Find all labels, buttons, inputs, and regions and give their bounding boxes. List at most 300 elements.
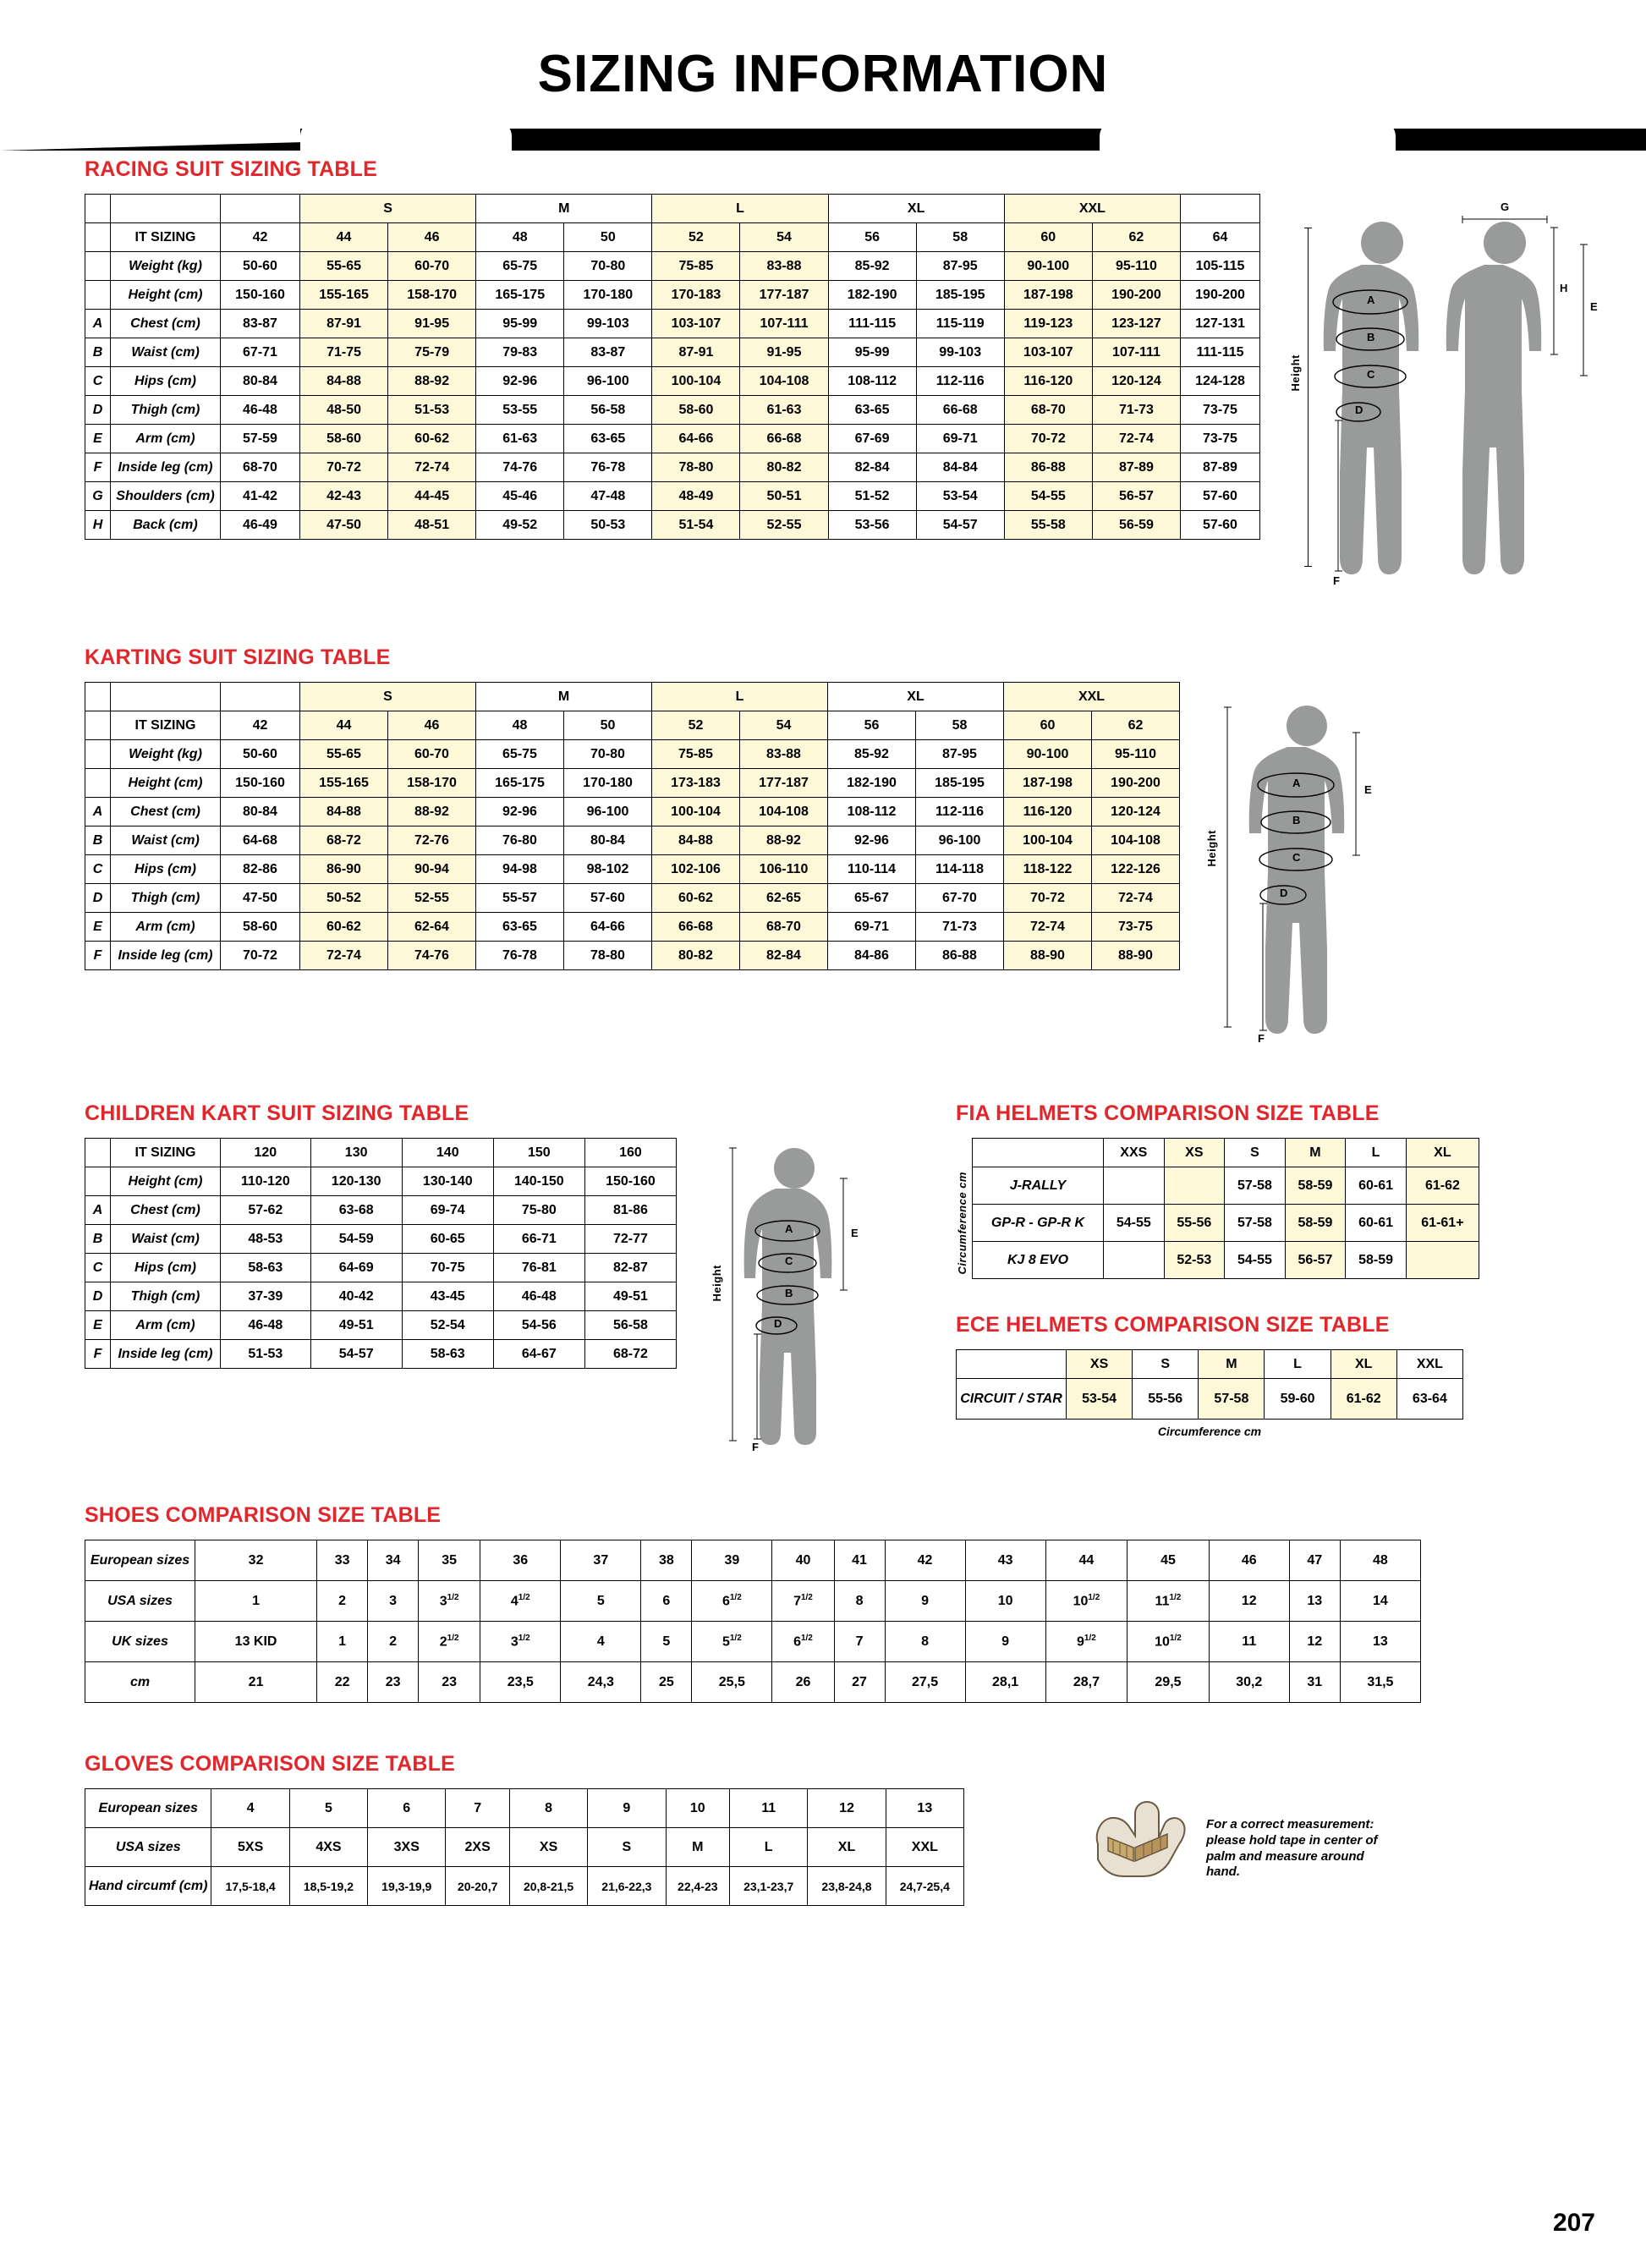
it-sizing-label: IT SIZING — [111, 711, 221, 740]
cell: 43-45 — [402, 1282, 493, 1311]
col-XS: XS — [1067, 1350, 1133, 1379]
cell: 41 — [834, 1540, 885, 1581]
cell: 54-57 — [310, 1340, 402, 1369]
row-name: Hips (cm) — [111, 1254, 221, 1282]
cell: 76-80 — [476, 826, 564, 855]
cell: 63-65 — [564, 425, 652, 453]
table-row — [973, 1242, 1479, 1279]
cell: 74-76 — [476, 453, 564, 482]
figure-label-E: E — [1590, 300, 1598, 313]
cell: 58-63 — [402, 1340, 493, 1369]
cell: 73-75 — [1181, 396, 1260, 425]
cell: 81-86 — [584, 1196, 676, 1225]
cell: 118-122 — [1004, 855, 1092, 884]
cell: 70-72 — [1004, 425, 1092, 453]
cell: L — [730, 1828, 808, 1867]
children-size-row — [85, 1139, 677, 1167]
cell: 71-73 — [1092, 396, 1180, 425]
cell: 7 — [446, 1789, 510, 1828]
size-48: 48 — [476, 711, 564, 740]
figure-label-D: D — [774, 1317, 782, 1330]
cell: 84-88 — [300, 367, 388, 396]
cell: 47-50 — [221, 884, 300, 913]
group-XXL: XXL — [1004, 683, 1180, 711]
cell: 110-114 — [828, 855, 916, 884]
cell: 43 — [965, 1540, 1045, 1581]
cell: $10^{1/2}$ — [1128, 1622, 1210, 1662]
size-44: 44 — [300, 223, 388, 252]
figure-label-C: C — [1292, 851, 1301, 864]
cell: 52-55 — [388, 884, 476, 913]
cell: $3^{1/2}$ — [419, 1581, 480, 1622]
cell: 58-59 — [1285, 1205, 1346, 1242]
cell: 108-112 — [828, 798, 916, 826]
row-name-cm: cm — [85, 1662, 195, 1703]
row-letter: F — [85, 1340, 111, 1369]
gloves-table — [85, 1788, 964, 1906]
ece-helmets-title: ECE HELMETS COMPARISON SIZE TABLE — [956, 1313, 1390, 1337]
size-130: 130 — [310, 1139, 402, 1167]
cell: 49-52 — [476, 511, 564, 540]
cell: 48-49 — [652, 482, 740, 511]
cell: 45 — [1128, 1540, 1210, 1581]
cell: 46 — [1209, 1540, 1289, 1581]
cell: 61-62 — [1331, 1379, 1396, 1420]
row-letter: H — [85, 511, 111, 540]
cell — [1104, 1167, 1165, 1205]
cell: 51-53 — [221, 1340, 311, 1369]
header-notch-right — [1100, 121, 1396, 151]
cell: $11^{1/2}$ — [1128, 1581, 1210, 1622]
fia-helmets-table — [972, 1138, 1479, 1279]
cell: 98-102 — [564, 855, 652, 884]
cell: 88-92 — [388, 367, 476, 396]
size-150: 150 — [493, 1139, 584, 1167]
cell: XL — [808, 1828, 886, 1867]
cell: 190-200 — [1092, 281, 1180, 310]
cell: 39 — [692, 1540, 772, 1581]
cell: 47 — [1289, 1540, 1340, 1581]
row-name-usa: USA sizes — [85, 1581, 195, 1622]
helmets-column — [956, 1101, 1548, 1438]
cell: 187-198 — [1004, 769, 1092, 798]
cell: 64-66 — [564, 913, 652, 942]
cell: 2 — [317, 1581, 368, 1622]
cell: 70-72 — [300, 453, 388, 482]
row-letter: G — [85, 482, 111, 511]
table-row — [85, 769, 1180, 798]
size-54: 54 — [740, 711, 828, 740]
row-name: J-RALLY — [973, 1167, 1104, 1205]
cell: 37-39 — [221, 1282, 311, 1311]
shoes-table — [85, 1540, 1421, 1703]
page-title: SIZING INFORMATION — [537, 45, 1109, 103]
cell: 60-62 — [652, 884, 740, 913]
cell: 44 — [1045, 1540, 1128, 1581]
cell: 87-91 — [300, 310, 388, 338]
cell: 96-100 — [916, 826, 1004, 855]
cell: 190-200 — [1181, 281, 1260, 310]
cell: S — [588, 1828, 666, 1867]
cell: 87-95 — [916, 252, 1004, 281]
table-row — [85, 281, 1260, 310]
cell: 19,3-19,9 — [368, 1867, 446, 1906]
size-48: 48 — [476, 223, 564, 252]
cell: 13 — [1289, 1581, 1340, 1622]
cell: 52-54 — [402, 1311, 493, 1340]
table-row — [85, 1196, 677, 1225]
cell: 40 — [772, 1540, 834, 1581]
cell: 94-98 — [476, 855, 564, 884]
size-62: 62 — [1092, 223, 1180, 252]
racing-suit-section — [85, 157, 1646, 587]
cell: 3XS — [368, 1828, 446, 1867]
cell: 66-68 — [652, 913, 740, 942]
size-50: 50 — [564, 223, 652, 252]
cell: 100-104 — [652, 798, 740, 826]
cell: 9 — [885, 1581, 965, 1622]
row-name-hand: Hand circumf (cm) — [85, 1867, 211, 1906]
row-letter — [85, 740, 111, 769]
table-row — [85, 1828, 964, 1867]
cell: $6^{1/2}$ — [772, 1622, 834, 1662]
cell: 99-103 — [916, 338, 1004, 367]
cell: 47-50 — [300, 511, 388, 540]
cell: 96-100 — [564, 798, 652, 826]
children-kart-table — [85, 1138, 677, 1369]
cell: 83-88 — [740, 740, 828, 769]
cell: 70-75 — [402, 1254, 493, 1282]
figure-label-A: A — [1367, 294, 1375, 306]
gloves-title: GLOVES COMPARISON SIZE TABLE — [85, 1752, 456, 1776]
row-name: Arm (cm) — [111, 1311, 221, 1340]
cell: 27 — [834, 1662, 885, 1703]
cell: 2XS — [446, 1828, 510, 1867]
size-58: 58 — [916, 223, 1004, 252]
cell: 48-51 — [388, 511, 476, 540]
mannequin-front-and-side — [1289, 194, 1627, 583]
cell: 63-64 — [1396, 1379, 1462, 1420]
row-name: Chest (cm) — [111, 798, 221, 826]
cell: 3 — [368, 1581, 419, 1622]
cell: 60-62 — [300, 913, 388, 942]
cell: 120-124 — [1092, 798, 1180, 826]
cell: 70-80 — [564, 252, 652, 281]
cell: 44-45 — [388, 482, 476, 511]
group-XL: XL — [828, 683, 1004, 711]
size-140: 140 — [402, 1139, 493, 1167]
cell: 58-60 — [221, 913, 300, 942]
cell: 79-83 — [476, 338, 564, 367]
row-name: Thigh (cm) — [111, 396, 221, 425]
cell: 50-53 — [564, 511, 652, 540]
row-name: Inside leg (cm) — [111, 453, 221, 482]
group-XXL: XXL — [1004, 195, 1180, 223]
cell: 18,5-19,2 — [289, 1867, 367, 1906]
cell: 82-87 — [584, 1254, 676, 1282]
cell: 54-55 — [1004, 482, 1092, 511]
cell: 95-110 — [1092, 252, 1180, 281]
cell: 70-80 — [564, 740, 652, 769]
table-row — [85, 1340, 677, 1369]
cell: 41-42 — [221, 482, 300, 511]
cell: 110-120 — [221, 1167, 311, 1196]
cell: 85-92 — [828, 252, 916, 281]
cell: 59-60 — [1265, 1379, 1331, 1420]
cell: 8 — [885, 1622, 965, 1662]
cell: 11 — [730, 1789, 808, 1828]
cell: 57-58 — [1225, 1205, 1286, 1242]
cell: 187-198 — [1004, 281, 1092, 310]
cell: 99-103 — [564, 310, 652, 338]
cell: 53-55 — [476, 396, 564, 425]
figure-label-B: B — [1367, 331, 1375, 343]
cell — [1406, 1242, 1479, 1279]
cell: 90-94 — [388, 855, 476, 884]
row-letter: C — [85, 1254, 111, 1282]
cell: 23 — [419, 1662, 480, 1703]
hand-with-tape-icon — [1083, 1788, 1193, 1894]
size-56: 56 — [828, 223, 916, 252]
table-row — [85, 798, 1180, 826]
cell: 49-51 — [584, 1282, 676, 1311]
figure-label-A: A — [785, 1222, 793, 1235]
cell: 35 — [419, 1540, 480, 1581]
cell: 80-82 — [740, 453, 828, 482]
cell: 104-108 — [740, 367, 828, 396]
cell: 23,5 — [480, 1662, 561, 1703]
size-60: 60 — [1004, 711, 1092, 740]
row-letter: B — [85, 826, 111, 855]
col-XS: XS — [1164, 1139, 1225, 1167]
height-axis-label-children: Height — [711, 1265, 723, 1302]
cell: 104-108 — [1092, 826, 1180, 855]
col-M: M — [1199, 1350, 1265, 1379]
fia-header-row — [973, 1139, 1479, 1167]
it-sizing-label: IT SIZING — [111, 223, 221, 252]
cell: 13 — [1340, 1622, 1420, 1662]
table-row — [973, 1205, 1479, 1242]
cell: 38 — [641, 1540, 692, 1581]
row-name: Height (cm) — [111, 769, 221, 798]
height-axis-label-karting: Height — [1205, 830, 1218, 867]
cell: 50-51 — [740, 482, 828, 511]
row-letter: D — [85, 396, 111, 425]
cell: 47-48 — [564, 482, 652, 511]
karting-suit-figure — [1205, 682, 1484, 1045]
cell: 12 — [1289, 1622, 1340, 1662]
cell: 65-67 — [828, 884, 916, 913]
karting-suit-title: KARTING SUIT SIZING TABLE — [85, 645, 391, 669]
table-row — [85, 1540, 1421, 1581]
col-XL: XL — [1406, 1139, 1479, 1167]
cell: 68-70 — [221, 453, 300, 482]
table-row — [85, 740, 1180, 769]
cell: 64-68 — [221, 826, 300, 855]
cell: 48-53 — [221, 1225, 311, 1254]
racing-suit-figure — [1289, 194, 1627, 587]
cell: 72-74 — [1092, 884, 1180, 913]
cell: 72-76 — [388, 826, 476, 855]
table-row — [85, 367, 1260, 396]
cell: 53-54 — [1067, 1379, 1133, 1420]
cell: 55-56 — [1133, 1379, 1199, 1420]
cell: 64-67 — [493, 1340, 584, 1369]
cell: 87-91 — [652, 338, 740, 367]
cell: 4 — [211, 1789, 289, 1828]
size-58: 58 — [916, 711, 1004, 740]
cell: 55-65 — [300, 252, 388, 281]
table-row — [85, 511, 1260, 540]
cell: 112-116 — [916, 798, 1004, 826]
cell: 54-57 — [916, 511, 1004, 540]
cell: 4XS — [289, 1828, 367, 1867]
cell: 26 — [772, 1662, 834, 1703]
cell: 75-85 — [652, 740, 740, 769]
cell: 34 — [368, 1540, 419, 1581]
cell: 170-183 — [652, 281, 740, 310]
table-row — [85, 1254, 677, 1282]
cell: 54-55 — [1225, 1242, 1286, 1279]
row-name: Waist (cm) — [111, 826, 221, 855]
cell: 122-126 — [1092, 855, 1180, 884]
table-row — [85, 396, 1260, 425]
cell: 88-92 — [740, 826, 828, 855]
mannequin-karting — [1205, 682, 1484, 1037]
cell: 21,6-22,3 — [588, 1867, 666, 1906]
cell: 42 — [885, 1540, 965, 1581]
cell: 75-85 — [652, 252, 740, 281]
cell: 63-65 — [476, 913, 564, 942]
figure-label-E: E — [851, 1227, 859, 1239]
cell: 20,8-21,5 — [509, 1867, 587, 1906]
figure-label-A: A — [1292, 777, 1301, 789]
cell: 106-110 — [740, 855, 828, 884]
row-name: Waist (cm) — [111, 338, 221, 367]
size-52: 52 — [652, 711, 740, 740]
cell: 60-65 — [402, 1225, 493, 1254]
cell: 177-187 — [740, 769, 828, 798]
cell: 111-115 — [828, 310, 916, 338]
row-letter: E — [85, 425, 111, 453]
cell: 123-127 — [1092, 310, 1180, 338]
cell: 9 — [588, 1789, 666, 1828]
cell: 140-150 — [493, 1167, 584, 1196]
cell: 6 — [368, 1789, 446, 1828]
cell: 1 — [317, 1622, 368, 1662]
table-row — [85, 1581, 1421, 1622]
table-row — [85, 855, 1180, 884]
cell: 24,7-25,4 — [886, 1867, 963, 1906]
cell: 45-46 — [476, 482, 564, 511]
row-letter: A — [85, 798, 111, 826]
cell: 57-58 — [1225, 1167, 1286, 1205]
row-name: Height (cm) — [111, 281, 221, 310]
col-XXS: XXS — [1104, 1139, 1165, 1167]
table-row — [85, 1789, 964, 1828]
cell: 46-49 — [221, 511, 300, 540]
racing-suit-title: RACING SUIT SIZING TABLE — [85, 157, 377, 181]
cell: 158-170 — [388, 281, 476, 310]
cell: 25 — [641, 1662, 692, 1703]
figure-label-E: E — [1364, 783, 1372, 796]
row-name: Inside leg (cm) — [111, 942, 221, 970]
group-M: M — [476, 683, 652, 711]
cell: 61-61+ — [1406, 1205, 1479, 1242]
cell: 83-88 — [740, 252, 828, 281]
cell: 68-70 — [1004, 396, 1092, 425]
cell: 68-72 — [300, 826, 388, 855]
cell: 95-99 — [476, 310, 564, 338]
cell: XS — [509, 1828, 587, 1867]
children-kart-section — [85, 1101, 956, 1451]
cell: 84-88 — [300, 798, 388, 826]
cell: 88-90 — [1092, 942, 1180, 970]
mannequin-child — [705, 1138, 917, 1451]
cell: M — [666, 1828, 730, 1867]
cell: 82-84 — [828, 453, 916, 482]
cell: 173-183 — [652, 769, 740, 798]
cell — [1164, 1167, 1225, 1205]
cell: 84-84 — [916, 453, 1004, 482]
cell: 95-110 — [1092, 740, 1180, 769]
cell: 170-180 — [564, 281, 652, 310]
cell: 51-54 — [652, 511, 740, 540]
figure-label-D: D — [1280, 887, 1288, 899]
table-row — [85, 310, 1260, 338]
row-letter: A — [85, 310, 111, 338]
gloves-section — [85, 1752, 1646, 1906]
col-S: S — [1225, 1139, 1286, 1167]
cell: 1 — [195, 1581, 317, 1622]
cell: 185-195 — [916, 769, 1004, 798]
cell: 73-75 — [1092, 913, 1180, 942]
cell: $7^{1/2}$ — [772, 1581, 834, 1622]
cell: 37 — [561, 1540, 641, 1581]
col-XL: XL — [1331, 1350, 1396, 1379]
cell: 55-65 — [300, 740, 388, 769]
cell: 91-95 — [388, 310, 476, 338]
figure-label-G: G — [1501, 200, 1510, 213]
row-name: Chest (cm) — [111, 1196, 221, 1225]
cell: 182-190 — [828, 769, 916, 798]
row-letter — [85, 281, 111, 310]
cell: 83-87 — [564, 338, 652, 367]
cell: 86-88 — [916, 942, 1004, 970]
cell: 2 — [368, 1622, 419, 1662]
table-row — [85, 453, 1260, 482]
group-L: L — [652, 195, 828, 223]
cell: 48 — [1340, 1540, 1420, 1581]
table-row — [957, 1379, 1463, 1420]
cell: 87-95 — [916, 740, 1004, 769]
cell: 90-100 — [1004, 740, 1092, 769]
cell: 46-48 — [493, 1282, 584, 1311]
row-name: GP-R - GP-R K — [973, 1205, 1104, 1242]
cell: 51-52 — [828, 482, 916, 511]
cell: 69-71 — [916, 425, 1004, 453]
cell: 107-111 — [740, 310, 828, 338]
cell: 36 — [480, 1540, 561, 1581]
figure-label-F: F — [752, 1441, 759, 1453]
cell: 58-63 — [221, 1254, 311, 1282]
size-46: 46 — [388, 711, 476, 740]
size-160: 160 — [584, 1139, 676, 1167]
cell: 50-52 — [300, 884, 388, 913]
cell: 80-84 — [564, 826, 652, 855]
cell: 82-84 — [740, 942, 828, 970]
cell: 29,5 — [1128, 1662, 1210, 1703]
